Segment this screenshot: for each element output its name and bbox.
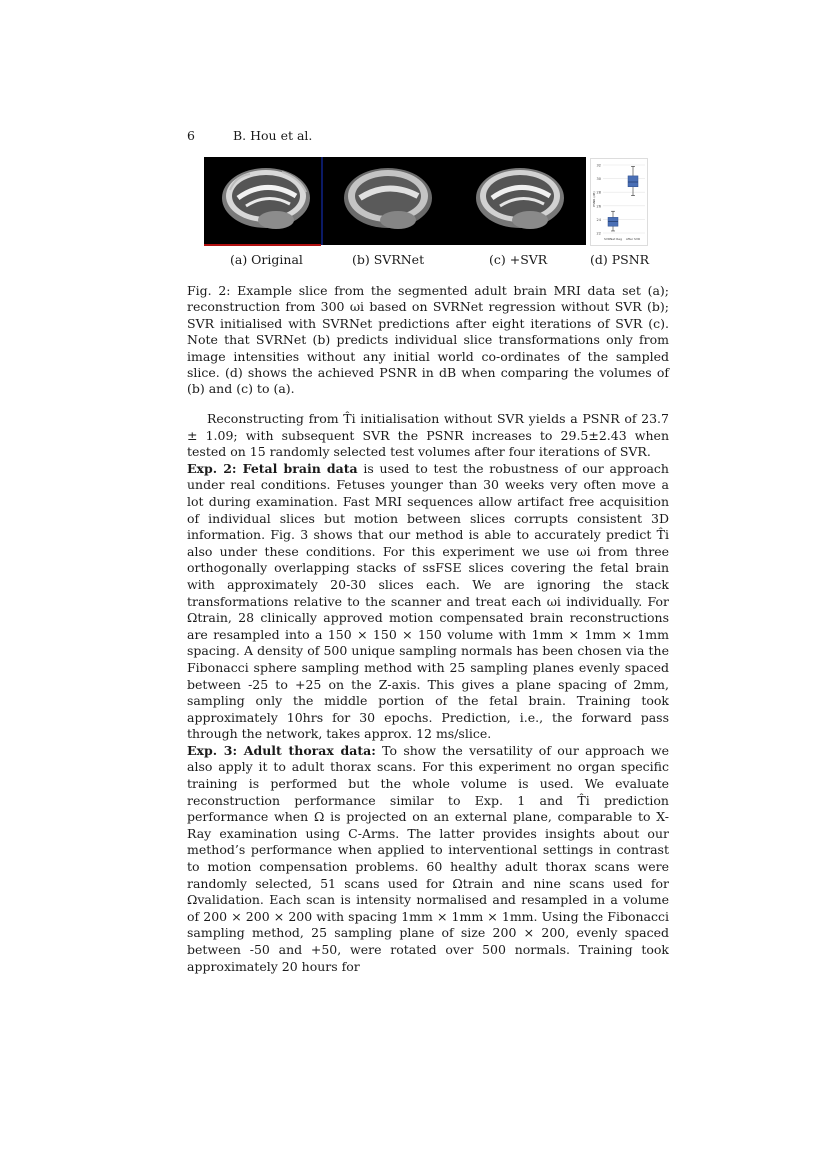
subfigure-label-c: (c) +SVR: [489, 252, 548, 267]
y-tick-label: 32: [596, 163, 601, 168]
y-tick-label: 24: [596, 217, 601, 222]
figure-border-accent: [204, 244, 321, 246]
subfigure-label-a: (a) Original: [230, 252, 303, 267]
subfigure-label-d: (d) PSNR: [590, 252, 650, 267]
brain-mri-svrnet-image: [338, 160, 438, 242]
exp3-text: To show the versatility of our approach we also apply it to adult thorax scans. For this experiment no organ specific training is performed but the whole volume is used. We evaluate reconstruction performance similar to Exp. 1 and T̂i prediction performance when Ω is projected on an external plane, comparable to X-Ray examination using C-Arms. The latter provides insights about our method’s performance when applied to interventional settings in contrast to motion compensation problems. 60 healthy adult thorax scans were randomly selected, 51 scans used for Ωtrain and nine scans used for Ωvalidation. Each scan is intensity normalised and resampled in a volume of 200 × 200 × 200 with spacing 1mm × 1mm × 1mm. Using the Fibonacci sampling method, 25 sampling plane of size 200 × 200, evenly spaced between -50 and +50, were rotated over 500 normals. Training took approximately 20 hours for: [187, 742, 669, 974]
exp3-heading: Exp. 3: Adult thorax data:: [187, 742, 376, 758]
paragraph-results: Reconstructing from T̂i initialisation without SVR yields a PSNR of 23.7 ± 1.09; with subsequent SVR the PSNR increases to 29.5±2.43 when tested on 15 randomly selected test volumes after four iterations of SVR.: [187, 411, 669, 460]
figure-caption: Fig. 2: Example slice from the segmented adult brain MRI data set (a); reconstruction from 300 ωi based on SVRNet regression without SVR (b); SVR initialised with SVRNet predictions after eight iterations of SVR (c). Note that SVRNet (b) predicts individual slice transformations only from image intensities without any initial world co-ordinates of the sampled slice. (d) shows the achieved PSNR in dB when comparing the volumes of (b) and (c) to (a).: [187, 283, 669, 397]
y-tick-label: 22: [596, 231, 601, 236]
x-tick-label: SVRNet Reg: [604, 237, 622, 241]
y-tick-label: 26: [596, 204, 601, 209]
y-axis-label: PSNR (dB): [592, 191, 596, 207]
page-number: 6: [187, 128, 195, 143]
box-svrnet: [608, 217, 618, 226]
subfigure-label-b: (b) SVRNet: [352, 252, 425, 267]
running-authors: B. Hou et al.: [233, 128, 313, 143]
psnr-box-plot: [591, 159, 647, 245]
brain-mri-svr-image: [470, 160, 570, 242]
exp2-text: is used to test the robustness of our approach under real conditions. Fetuses younger than 30 weeks very often move a lot during examination. Fast MRI sequences allow artifact free acquisition of individual slices but motion between slices corrupts consistent 3D information. Fig. 3 shows that our method is able to accurately predict T̂i also under these conditions. For this experiment we use ωi from three orthogonally overlapping stacks of ssFSE slices covering the fetal brain with approximately 20-30 slices each. We are ignoring the stack transformations relative to the scanner and treat each ωi individually. For Ωtrain, 28 clinically approved motion compensated brain reconstructions are resampled into a 150 × 150 × 150 volume with 1mm × 1mm × 1mm spacing. A density of 500 unique sampling normals has been chosen via the Fibonacci sphere sampling method with 25 sampling planes evenly spaced between -25 to +25 on the Z-axis. This gives a plane spacing of 2mm, sampling only the middle portion of the fetal brain. Training took approximately 10hrs for 30 epochs. Prediction, i.e., the forward pass through the network, takes approx. 12 ms/slice.: [187, 460, 669, 742]
y-tick-label: 28: [596, 190, 601, 195]
figure-divider: [321, 157, 323, 245]
x-tick-label: After SVR: [625, 237, 641, 241]
exp2-heading: Exp. 2: Fetal brain data: [187, 460, 358, 476]
box-after-svr: [628, 176, 638, 187]
paragraph-exp3: [187, 743, 669, 975]
psnr-plot-panel: [590, 158, 648, 246]
paragraph-exp2: [187, 461, 669, 743]
y-tick-label: 30: [596, 177, 601, 182]
body-text: [187, 411, 669, 975]
brain-mri-original-image: [216, 160, 316, 242]
